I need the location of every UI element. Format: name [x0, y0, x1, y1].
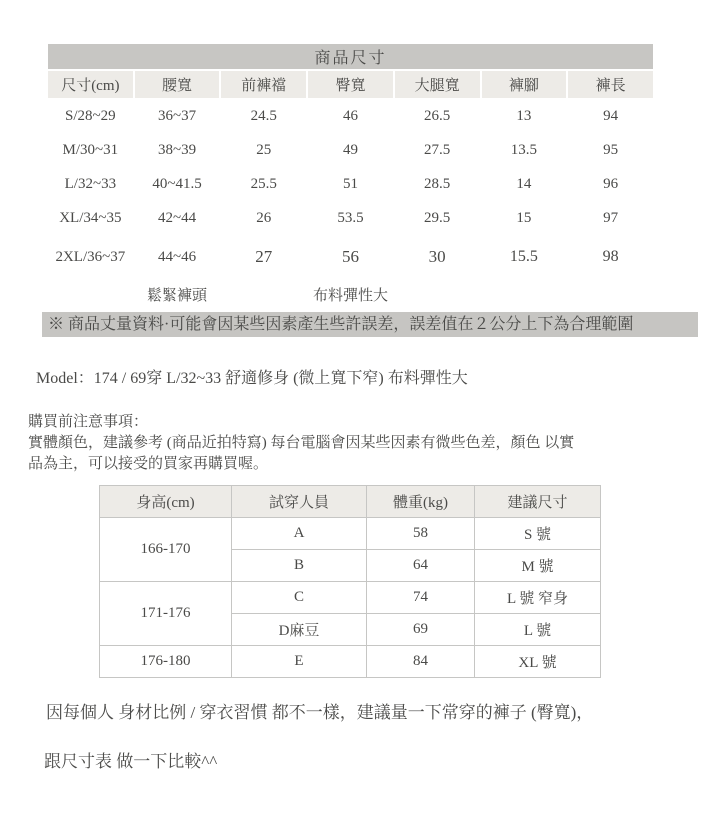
size-cell: 36~37	[157, 107, 197, 124]
size-cell: 46	[342, 107, 358, 124]
size-row-m	[48, 134, 653, 166]
fit-table-header-row	[100, 486, 601, 518]
fabric-note: 布料彈性大	[312, 287, 388, 304]
fit-row	[100, 646, 601, 678]
size-cell: 96	[603, 175, 619, 192]
size-col-header: 褲長	[568, 71, 653, 98]
size-col-header: 褲腳	[482, 71, 567, 98]
size-cell: 42~44	[157, 209, 197, 226]
person-cell: D麻豆	[232, 614, 367, 646]
person-cell: A	[232, 518, 367, 550]
fit-row	[100, 518, 601, 550]
size-cell: 49	[342, 141, 358, 158]
closing-advice-line: 跟尺寸表 做一下比較^^	[44, 752, 218, 771]
size-cell: XL/34~35	[59, 209, 122, 226]
purchase-notice-line: 實體顏色，建議參考 (商品近拍特寫) 每台電腦會因某些因素有微些色差，顏色 以實	[28, 435, 575, 451]
fit-col-header: 建議尺寸	[475, 486, 601, 518]
size-cell: 56	[341, 247, 359, 266]
size-table-title-row	[48, 44, 653, 69]
size-cell: 13.5	[510, 141, 537, 158]
size-table-title: 商品尺寸	[48, 44, 653, 69]
size-cell: 15.5	[509, 248, 538, 265]
suggest-cell: XL 號	[475, 646, 601, 678]
size-col-header: 臀寬	[308, 71, 393, 98]
suggest-cell: S 號	[475, 518, 601, 550]
size-cell: 30	[428, 247, 446, 266]
waist-note: 鬆緊褲頭	[147, 287, 208, 304]
model-info: Model：174 / 69穿 L/32~33 舒適修身 (微上寬下窄) 布料彈性大	[36, 370, 468, 387]
size-cell: 38~39	[157, 141, 197, 158]
fit-table	[99, 485, 601, 678]
size-cell: 53.5	[337, 209, 364, 226]
size-table-footer-row	[48, 280, 653, 308]
size-cell: 44~46	[157, 248, 197, 265]
size-cell: 25	[256, 141, 272, 158]
weight-cell: 58	[367, 518, 475, 550]
size-col-header: 大腿寬	[395, 71, 480, 98]
fit-col-header: 體重(kg)	[367, 486, 475, 518]
size-col-header: 尺寸(cm)	[48, 71, 133, 98]
size-cell: 95	[603, 141, 619, 158]
size-cell: 28.5	[424, 175, 451, 192]
suggest-cell: L 號	[475, 614, 601, 646]
height-cell: 176-180	[100, 646, 232, 678]
size-col-header: 腰寬	[135, 71, 220, 98]
closing-advice-line: 因每個人 身材比例 / 穿衣習慣 都不一樣，建議量一下常穿的褲子 (臀寬)，	[46, 703, 594, 722]
size-cell: L/32~33	[64, 175, 117, 192]
size-row-2xl	[48, 236, 653, 278]
size-row-xl	[48, 202, 653, 234]
size-table	[46, 42, 655, 310]
fit-row	[100, 582, 601, 614]
purchase-notice-heading: 購買前注意事項：	[28, 414, 149, 430]
size-cell: M/30~31	[62, 141, 119, 158]
size-cell: 40~41.5	[152, 175, 202, 192]
size-cell: 14	[516, 175, 532, 192]
size-cell: 98	[602, 248, 619, 265]
person-cell: B	[232, 550, 367, 582]
size-row-l	[48, 168, 653, 200]
size-table-header-row	[48, 71, 653, 98]
size-cell: 27	[255, 247, 273, 266]
size-cell: S/28~29	[65, 107, 116, 124]
size-cell: 26.5	[424, 107, 451, 124]
size-row-s	[48, 100, 653, 132]
fit-col-header: 試穿人員	[232, 486, 367, 518]
size-col-header: 前褲襠	[221, 71, 306, 98]
weight-cell: 64	[367, 550, 475, 582]
size-cell: 51	[342, 175, 358, 192]
size-cell: 97	[603, 209, 619, 226]
size-cell: 94	[603, 107, 619, 124]
size-cell: 26	[256, 209, 272, 226]
height-cell: 166-170	[100, 518, 232, 582]
size-cell: 25.5	[250, 175, 277, 192]
size-cell: 29.5	[424, 209, 451, 226]
size-cell: 15	[516, 209, 532, 226]
suggest-cell: L 號 窄身	[475, 582, 601, 614]
size-cell: 27.5	[424, 141, 451, 158]
purchase-notice	[28, 412, 702, 475]
size-cell: 2XL/36~37	[55, 248, 126, 265]
height-cell: 171-176	[100, 582, 232, 646]
purchase-notice-line: 品為主，可以接受的買家再購買喔。	[28, 456, 269, 472]
measurement-note: ※ 商品丈量資料·可能會因某些因素產生些許誤差，誤差值在２公分上下為合理範圍	[42, 312, 698, 337]
size-cell: 13	[516, 107, 532, 124]
person-cell: E	[232, 646, 367, 678]
weight-cell: 84	[367, 646, 475, 678]
weight-cell: 74	[367, 582, 475, 614]
person-cell: C	[232, 582, 367, 614]
suggest-cell: M 號	[475, 550, 601, 582]
size-cell: 24.5	[250, 107, 277, 124]
weight-cell: 69	[367, 614, 475, 646]
fit-col-header: 身高(cm)	[100, 486, 232, 518]
